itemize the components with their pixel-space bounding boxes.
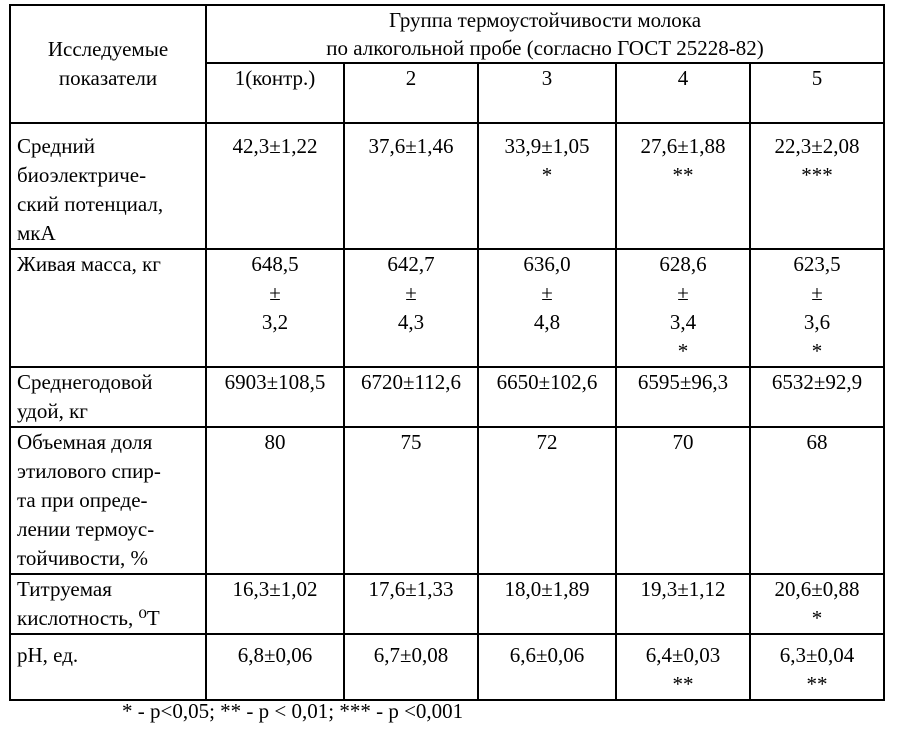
cell-value: 33,9±1,05 (504, 134, 590, 158)
cell-value: 6,3±0,04 (779, 643, 855, 667)
row-label (10, 427, 206, 574)
cell-value: 642,7 (387, 252, 435, 276)
cell-value: 75 (400, 430, 422, 454)
cell-value: 6,6±0,06 (509, 643, 585, 667)
value-cell (206, 574, 344, 634)
value-cell (616, 249, 750, 367)
cell-value: 3,2 (261, 310, 289, 334)
significance-mark: * (541, 163, 553, 187)
cell-value: 3,6 (803, 310, 831, 334)
cell-value: 4,8 (533, 310, 561, 334)
significance-mark: ** (672, 163, 694, 187)
value-cell (344, 634, 478, 700)
data-table (9, 4, 885, 701)
significance-mark: * (811, 339, 823, 363)
value-cell (206, 427, 344, 574)
row-label-line: мкА (17, 221, 56, 245)
cell-value: 80 (264, 430, 286, 454)
cell-value: 68 (806, 430, 828, 454)
header-row-group (10, 5, 884, 63)
significance-mark (210, 337, 340, 366)
cell-value: 27,6±1,88 (640, 134, 726, 158)
table-row (10, 634, 884, 700)
significance-mark (348, 161, 474, 190)
value-cell (478, 367, 616, 427)
cell-value: ± (677, 281, 689, 305)
cell-value: 6595±96,3 (637, 370, 729, 394)
header-group-2: 2 (344, 63, 478, 123)
significance-mark (482, 337, 612, 366)
cell-value: 17,6±1,33 (368, 577, 454, 601)
cell-value: 636,0 (523, 252, 571, 276)
value-cell (478, 574, 616, 634)
value-cell (616, 634, 750, 700)
row-label-line: биоэлектриче- (17, 163, 147, 187)
cell-value: 648,5 (251, 252, 299, 276)
row-label (10, 249, 206, 367)
value-cell (206, 123, 344, 249)
value-cell (344, 367, 478, 427)
value-cell (750, 634, 884, 700)
row-label-line: этилового спир- (17, 459, 161, 483)
significance-mark: * (677, 339, 689, 363)
header-group-4: 4 (616, 63, 750, 123)
cell-value: 6,7±0,08 (373, 643, 449, 667)
header-group-line1: Группа термоустойчивости молока (389, 8, 702, 32)
header-group-5: 5 (750, 63, 884, 123)
significance-mark (348, 670, 474, 699)
cell-value: ± (405, 281, 417, 305)
table-row (10, 123, 884, 249)
value-cell (344, 249, 478, 367)
cell-value: 37,6±1,46 (368, 134, 454, 158)
cell-value: 72 (536, 430, 558, 454)
cell-value: 6,8±0,06 (237, 643, 313, 667)
significance-mark: * (811, 606, 823, 630)
significance-mark (210, 604, 340, 633)
row-label-line: Средний (17, 134, 95, 158)
cell-value: 22,3±2,08 (774, 134, 860, 158)
cell-value: 3,4 (669, 310, 697, 334)
header-label-line2: показатели (58, 66, 158, 90)
value-cell (750, 367, 884, 427)
significance-mark (482, 670, 612, 699)
value-cell (478, 249, 616, 367)
cell-value: 6,4±0,03 (645, 643, 721, 667)
value-cell (750, 427, 884, 574)
cell-value: 19,3±1,12 (640, 577, 726, 601)
cell-value: 6650±102,6 (496, 370, 598, 394)
cell-value: 628,6 (659, 252, 707, 276)
cell-value: 70 (672, 430, 694, 454)
cell-value: 42,3±1,22 (232, 134, 318, 158)
cell-value: ± (269, 281, 281, 305)
cell-value: ± (811, 281, 823, 305)
row-label-line: Объемная доля (17, 430, 153, 454)
value-cell (344, 123, 478, 249)
value-cell (478, 427, 616, 574)
header-label-cell (10, 5, 206, 123)
significance-mark (210, 670, 340, 699)
header-group-1: 1(контр.) (206, 63, 344, 123)
row-label-line: лении термоус- (17, 517, 155, 541)
row-label-line: Среднегодовой (17, 370, 153, 394)
row-label (10, 123, 206, 249)
value-cell (616, 574, 750, 634)
value-cell (616, 367, 750, 427)
row-label (10, 367, 206, 427)
significance-mark: *** (801, 163, 833, 187)
cell-value: 6532±92,9 (771, 370, 863, 394)
value-cell (478, 123, 616, 249)
value-cell (616, 427, 750, 574)
row-label-line: кислотность, ⁰Т (17, 606, 160, 630)
row-label (10, 574, 206, 634)
significance-mark (348, 604, 474, 633)
significance-mark: ** (806, 672, 828, 696)
table-row (10, 427, 884, 574)
significance-mark (348, 337, 474, 366)
cell-value: 623,5 (793, 252, 841, 276)
header-group-cell (206, 5, 884, 63)
cell-value: ± (541, 281, 553, 305)
value-cell (344, 427, 478, 574)
value-cell (478, 634, 616, 700)
cell-value: 18,0±1,89 (504, 577, 590, 601)
cell-value: 4,3 (397, 310, 425, 334)
row-label-line: Живая масса, кг (17, 252, 161, 276)
row-label-line: ский потенциал, (17, 192, 164, 216)
header-label-line1: Исследуемые (47, 37, 169, 61)
table-row (10, 574, 884, 634)
value-cell (206, 249, 344, 367)
cell-value: 16,3±1,02 (232, 577, 318, 601)
value-cell (344, 574, 478, 634)
significance-mark (210, 161, 340, 190)
row-label-line: тойчивости, % (17, 546, 148, 570)
value-cell (750, 123, 884, 249)
cell-value: 20,6±0,88 (774, 577, 860, 601)
row-label-line: та при опреде- (17, 488, 148, 512)
header-group-line2: по алкогольной пробе (согласно ГОСТ 25228-82) (326, 36, 764, 60)
significance-mark: ** (672, 672, 694, 696)
header-group-3: 3 (478, 63, 616, 123)
value-cell (616, 123, 750, 249)
cell-value: 6720±112,6 (361, 370, 461, 394)
row-label-line: Титруемая (17, 577, 112, 601)
value-cell (750, 249, 884, 367)
row-label (10, 634, 206, 700)
value-cell (206, 367, 344, 427)
row-label-line: удой, кг (17, 399, 88, 423)
significance-mark (620, 604, 746, 633)
row-label-line: pH, ед. (17, 643, 79, 667)
significance-mark (482, 604, 612, 633)
cell-value: 6903±108,5 (224, 370, 326, 394)
value-cell (750, 574, 884, 634)
footnote: * - p<0,05; ** - p < 0,01; *** - p <0,001 (122, 699, 464, 723)
table-row (10, 249, 884, 367)
value-cell (206, 634, 344, 700)
table-row (10, 367, 884, 427)
